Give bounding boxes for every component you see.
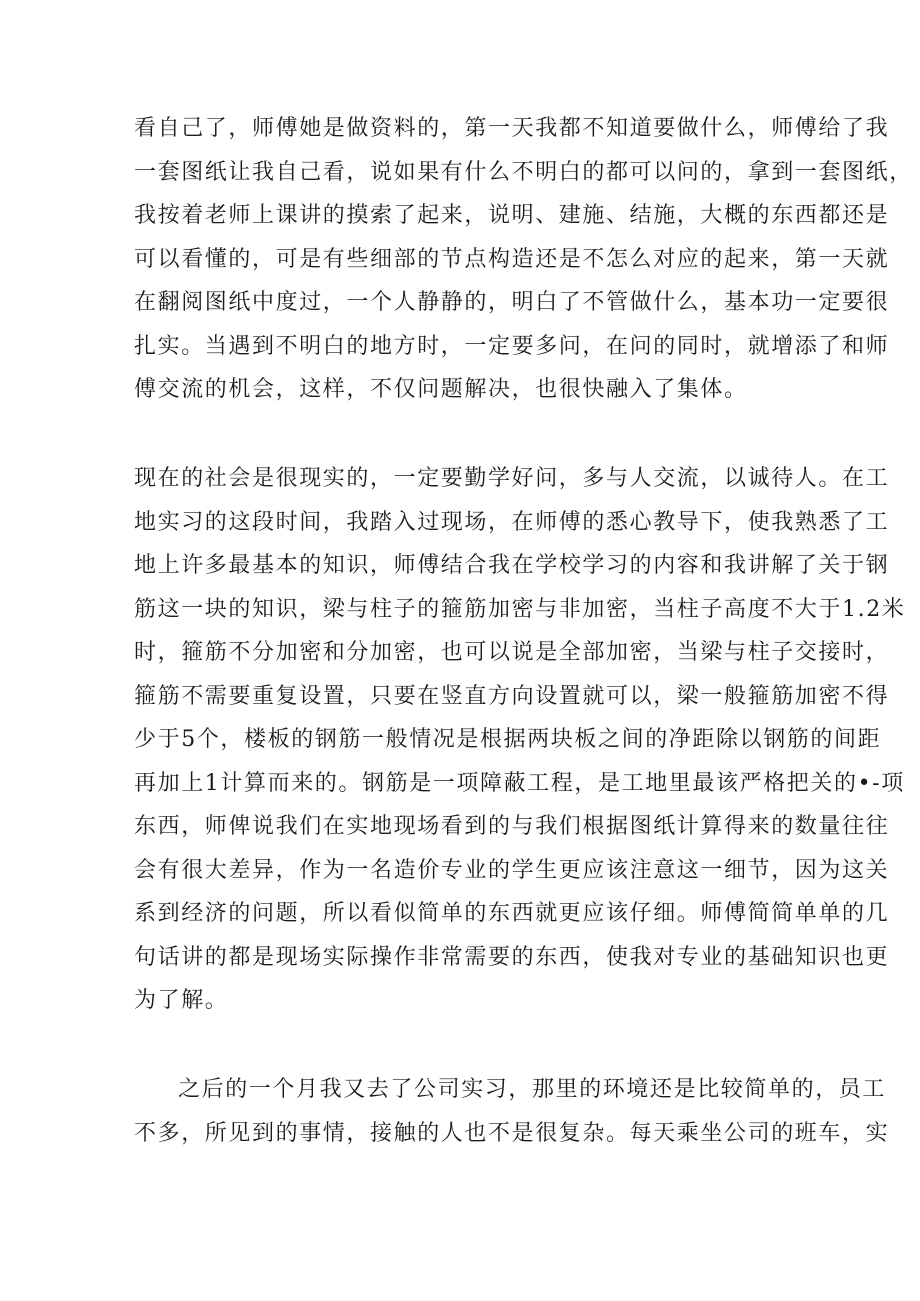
text-line: 句话讲的都是现场实际操作非常需要的东西，使我对专业的基础知识也更 [134,944,890,970]
paragraph-3 [134,1068,890,1155]
text-line: 不多，所见到的事情，接触的人也不是很复杂。每天乘坐公司的班车，实 [134,1120,890,1146]
text-line: 可以看懂的，可是有些细部的节点构造还是不怎么对应的起来，第一天就 [134,246,890,272]
paragraph-1 [134,107,913,412]
paragraph-2 [134,457,906,1023]
text-line: 箍筋不需要重复设置，只要在竖直方向设置就可以，梁一般箍筋加密不得 [134,683,890,709]
text-line: 地实习的这段时间，我踏入过现场，在师傅的悉心教导下，使我熟悉了工 [134,509,890,535]
text-line: 看自己了，师傅她是做资料的，第一天我都不知道要做什么，师傅给了我 [134,116,890,141]
text-line: 地上许多最基本的知识，师傅结合我在学校学习的内容和我讲解了关于钢 [134,553,890,578]
text-line: 扎实。当遇到不明白的地方时，一定要多问，在问的同时，就增添了和师 [134,333,890,359]
text-line: 一套图纸让我自己看，说如果有什么不明白的都可以问的，拿到一套图纸， [134,159,913,185]
text-line: 在翻阅图纸中度过，一个人静静的，明白了不管做什么，基本功一定要很 [134,290,890,315]
text-line: 时，箍筋不分加密和分加密，也可以说是全部加密，当梁与柱子交接时， [134,640,890,665]
text-line: 现在的社会是很现实的，一定要勤学好问，多与人交流，以诚待人。在工 [134,466,890,491]
text-line: 会有很大差异，作为一名造价专业的学生更应该注意这一细节，因为这关 [134,857,890,883]
text-line: 之后的一个月我又去了公司实习，那里的环境还是比较简单的，员工 [178,1077,887,1102]
text-line: 为了解。 [134,988,229,1013]
text-line: 筋这一块的知识，梁与柱子的箍筋加密与非加密，当柱子高度不大于1.2米 [134,596,906,622]
text-line: 傅交流的机会，这样，不仅问题解决，也很快融入了集体。 [134,377,748,402]
text-line: 再加上1计算而来的。钢筋是一项障蔽工程，是工地里最该严格把关的•-项 [134,770,905,796]
text-line: 我按着老师上课讲的摸索了起来，说明、建施、结施，大概的东西都还是 [134,203,890,228]
text-line: 东西，师俾说我们在实地现场看到的与我们根据图纸计算得来的数量往往 [134,814,890,839]
text-line: 系到经济的问题，所以看似简单的东西就更应该仔细。师傅简简单单的几 [134,901,890,926]
text-line: 少于5个，楼板的钢筋一般情况是根据两块板之间的净距除以钢筋的间距 [134,727,882,752]
